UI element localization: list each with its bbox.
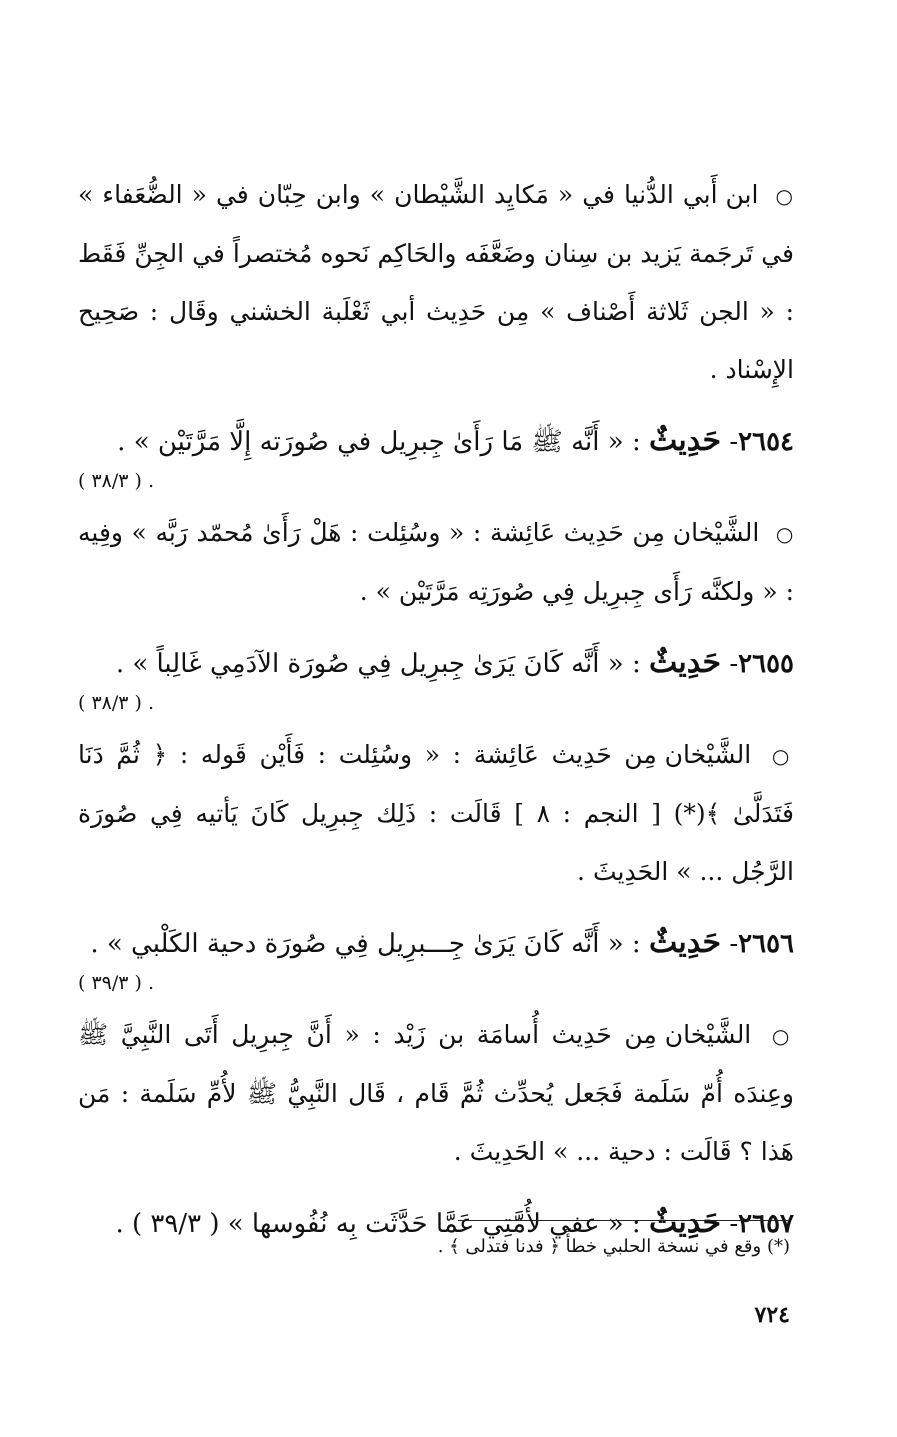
footnote-separator [458, 1220, 788, 1221]
hadith-number: ٢٦٥٦ [738, 929, 794, 959]
hadith-entry-2654 [78, 419, 794, 498]
hadith-text: : « عفي لأُمَّتِي عَمَّا حَدَّثَت بِه نُفُوسها » ( ٣٩/٣ ) . [115, 1209, 641, 1239]
hadith-number: ٢٦٥٥ [738, 649, 794, 679]
bullet-icon: ○ [771, 744, 794, 768]
footnote: (*) وقع في نسخة الحلبي خطأً ﴿ فدنا فتدلى ﴾ . [437, 1236, 790, 1257]
bullet-icon: ○ [775, 184, 795, 208]
takhrij-text: الشَّيْخان مِن حَدِيث عَائِشة : « وسُئِلت : هَلْ رَأَىٰ مُحمّد رَبَّه » وفِيه : « ولكنَّه رَأَى جِبرِيل فِي صُورَتِه مَرَّتَيْن » . [78, 518, 794, 606]
takhrij-note [78, 504, 794, 621]
takhrij-note [78, 1006, 794, 1181]
takhrij-text: الشَّيْخان مِن حَدِيث عَائِشة : « وسُئِلت : فَأَيْن قَوله : ﴿ ثُمَّ دَنَا فَتَدَلَّىٰ ﴾(*) [ النجم : ٨ ] قَالَت : ذَلِك جِبرِيل كَانَ يَأتيه فِي صُورَة الرَّجُل ... » الحَدِيثَ . [78, 740, 794, 886]
takhrij-note [78, 726, 794, 901]
hadith-number: ٢٦٥٤ [738, 427, 794, 457]
hadith-text: : « أَنَّه كَانَ يَرَىٰ جِبرِيل فِي صُورَة الآدَمِي غَالِباً » . [115, 649, 641, 679]
page-number: ٧٢٤ [754, 1302, 790, 1328]
hadith-dash: - [729, 929, 739, 959]
takhrij-text: الشَّيْخان مِن حَدِيث أُسامَة بن زَيْد : « أَنَّ جِبرِيل أَتَى النَّبِيَّ ﷺ وعِندَه أُمّ سَلَمة فَجَعل يُحدِّث ثُمَّ قَام ، قَال النَّبِيُّ ﷺ لأُمِّ سَلَمة : مَن هَذا ؟ قَالَت : دحية ... » الحَدِيثَ . [78, 1020, 794, 1166]
hadith-text: : « أَنَّه كَانَ يَرَىٰ جِـــبرِيل فِي صُورَة دحية الكَلْبي » . [90, 929, 641, 959]
bullet-icon: ○ [771, 1024, 794, 1048]
hadith-reference: . ( ٣٨/٣ ) [78, 692, 155, 714]
bullet-icon: ○ [775, 522, 795, 546]
hadith-number: ٢٦٥٧ [738, 1209, 794, 1239]
hadith-dash: - [729, 427, 739, 457]
hadith-reference: . ( ٣٩/٣ ) [78, 972, 155, 994]
hadith-dash: - [729, 1209, 739, 1239]
hadith-entry-2656 [78, 921, 794, 1000]
hadith-keyword: حَدِيثٌ [648, 1205, 722, 1240]
hadith-entry-2655 [78, 641, 794, 720]
takhrij-text: ابن أَبي الدُّنيا في « مَكايِد الشَّيْطان » وابن حِبّان في « الضُّعَفاء » في تَرجَمة يَزيد بن سِنان وضَعَّفَه والحَاكِم نَحوه مُختصراً في الجِنِّ فَقَط : « الجن ثَلاثة أَصْناف » مِن حَدِيث أبي ثَعْلَبة الخشني وقَال : صَحِيح الإِسْناد . [78, 180, 795, 384]
hadith-keyword: حَدِيثٌ [648, 645, 722, 680]
hadith-keyword: حَدِيثٌ [648, 423, 722, 458]
page-body [78, 166, 794, 1246]
takhrij-note [78, 166, 794, 399]
hadith-dash: - [729, 649, 739, 679]
hadith-reference: . ( ٣٨/٣ ) [78, 470, 155, 492]
hadith-text: : « أَنَّه ﷺ مَا رَأَىٰ جِبرِيل في صُورَته إِلَّا مَرَّتَيْن » . [117, 427, 641, 457]
hadith-keyword: حَدِيثٌ [648, 925, 722, 960]
